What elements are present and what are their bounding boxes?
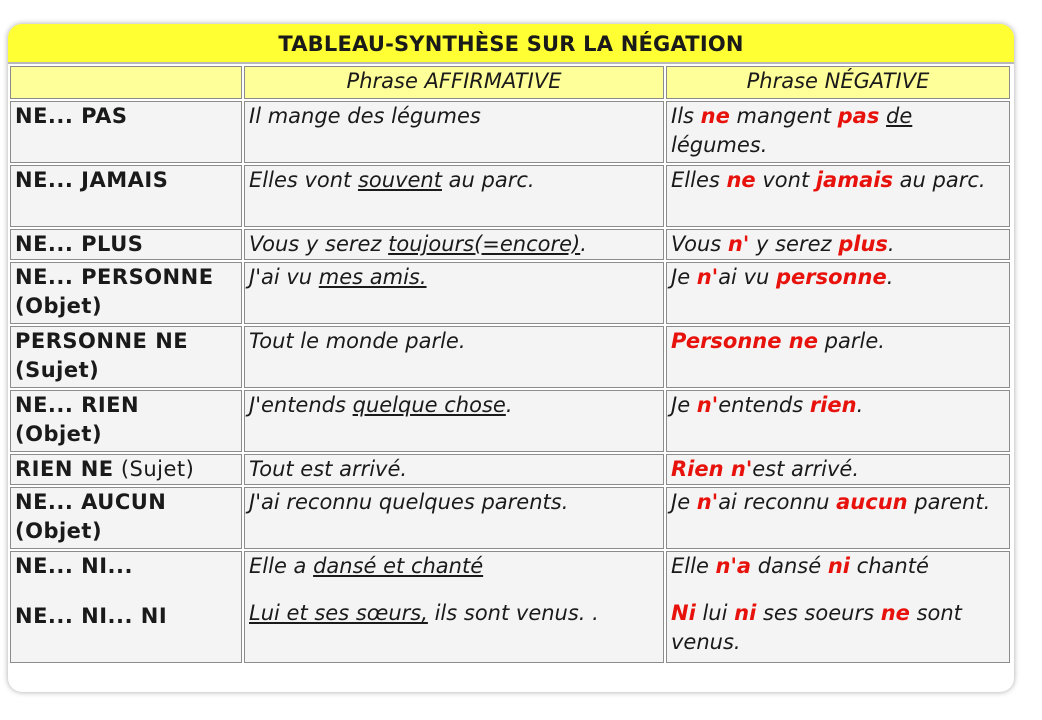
affirmative-sentence: Tout le monde parle.	[244, 326, 664, 388]
table-row	[10, 551, 1010, 663]
negative-sentence: Je n'ai reconnu aucun parent.	[666, 487, 1010, 549]
affirmative-sentence: J'ai vu mes amis.	[244, 262, 664, 324]
table-row	[10, 390, 1010, 452]
negative-sentence: Vous n' y serez plus.	[666, 229, 1010, 260]
row-label: RIEN NE (Sujet)	[10, 454, 242, 485]
header-empty-cell	[10, 66, 242, 99]
row-label: NE... NI... NE... NI... NI	[10, 551, 242, 663]
negative-sentence: Elles ne vont jamais au parc.	[666, 165, 1010, 227]
table-row	[10, 165, 1010, 227]
row-label: NE... PLUS	[10, 229, 242, 260]
affirmative-sentence: Elle a dansé et chanté Lui et ses sœurs, ils sont venus. .	[244, 551, 664, 663]
table-row	[10, 262, 1010, 324]
row-label: NE... AUCUN (Objet)	[10, 487, 242, 549]
row-label: NE... RIEN (Objet)	[10, 390, 242, 452]
affirmative-sentence: J'ai reconnu quelques parents.	[244, 487, 664, 549]
negation-table	[8, 64, 1012, 665]
negative-sentence: Elle n'a dansé ni chanté Ni lui ni ses soeurs ne sont venus.	[666, 551, 1010, 663]
table-row	[10, 487, 1010, 549]
table-row	[10, 326, 1010, 388]
row-label: NE... PERSONNE (Objet)	[10, 262, 242, 324]
row-label: NE... PAS	[10, 101, 242, 163]
table-title: TABLEAU-SYNTHÈSE SUR LA NÉGATION	[8, 24, 1014, 64]
row-label: PERSONNE NE (Sujet)	[10, 326, 242, 388]
affirmative-sentence: Elles vont souvent au parc.	[244, 165, 664, 227]
negative-sentence: Rien n'est arrivé.	[666, 454, 1010, 485]
table-row	[10, 229, 1010, 260]
negative-sentence: Ils ne mangent pas de légumes.	[666, 101, 1010, 163]
table-row	[10, 454, 1010, 485]
negative-sentence: Personne ne parle.	[666, 326, 1010, 388]
header-row	[10, 66, 1010, 99]
header-affirmative: Phrase AFFIRMATIVE	[244, 66, 664, 99]
affirmative-sentence: Vous y serez toujours(=encore).	[244, 229, 664, 260]
header-negative: Phrase NÉGATIVE	[666, 66, 1010, 99]
affirmative-sentence: Tout est arrivé.	[244, 454, 664, 485]
affirmative-sentence: J'entends quelque chose.	[244, 390, 664, 452]
affirmative-sentence: Il mange des légumes	[244, 101, 664, 163]
table-row	[10, 101, 1010, 163]
row-label: NE... JAMAIS	[10, 165, 242, 227]
negation-summary-card	[8, 24, 1014, 692]
negative-sentence: Je n'ai vu personne.	[666, 262, 1010, 324]
negative-sentence: Je n'entends rien.	[666, 390, 1010, 452]
